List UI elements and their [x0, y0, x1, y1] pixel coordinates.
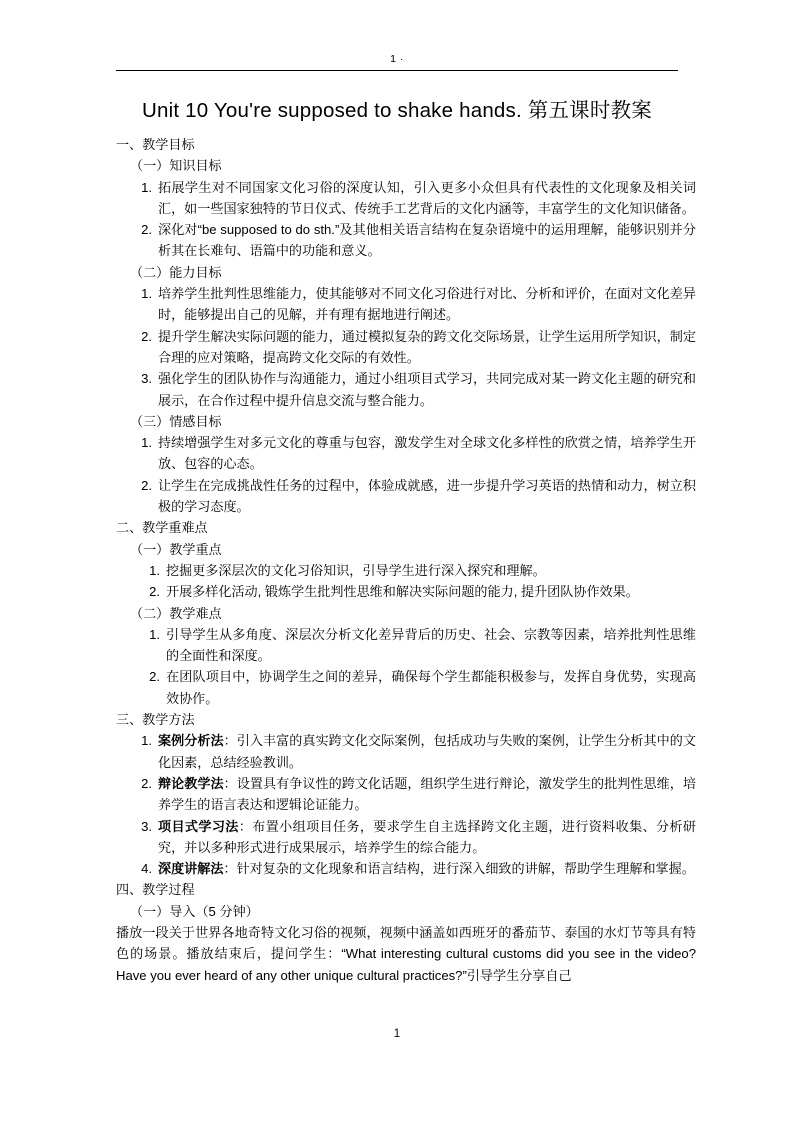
page-header [116, 52, 678, 79]
subsection-heading-1-1: （一）知识目标 [130, 158, 222, 174]
list-item [116, 666, 696, 709]
list-emotional-objectives [116, 432, 696, 517]
section-heading-1: 一、教学目标 [116, 137, 195, 152]
subsection-heading-1-3: （三）情感目标 [130, 413, 222, 429]
section-heading-3: 三、教学方法 [116, 712, 195, 728]
list-marker: 1. [141, 733, 152, 749]
method-separator: ： [223, 861, 237, 877]
list-item-text: 持续增强学生对多元文化的尊重与包容，激发学生对全球文化多样性的欣赏之情，培养学生开放、包容的心态。 [158, 435, 696, 472]
list-marker: 2. [141, 477, 152, 493]
list-marker: 4. [141, 861, 152, 877]
list-marker: 2. [149, 669, 160, 685]
list-item [116, 475, 696, 518]
list-item-text: 培养学生批判性思维能力，使其能够对不同文化习俗进行对比、分析和评价，在面对文化差异时，能够提出自己的见解，并有理有据地进行阐述。 [158, 286, 696, 323]
list-teaching-methods [116, 730, 696, 879]
subsection-heading-4-1: （一）导入（5 分钟） [130, 903, 259, 919]
list-ability-objectives [116, 283, 696, 411]
list-item [116, 219, 696, 262]
method-separator: ： [223, 775, 237, 791]
list-item-text: 深化对“be supposed to do sth.”及其他相关语言结构在复杂语境中的运用理解，能够识别并分析其在长难句、语篇中的功能和意义。 [158, 222, 696, 259]
method-description: 设置具有争议性的跨文化话题，组织学生进行辩论，激发学生的批判性思维，培养学生的语言表达和逻辑论证能力。 [158, 775, 697, 813]
list-marker: 1. [141, 435, 152, 451]
subsection-heading-2-2: （二）教学难点 [130, 605, 222, 621]
list-item [116, 432, 696, 475]
method-term: 辩论教学法 [158, 775, 224, 791]
list-item [116, 326, 696, 369]
method-description: 引入丰富的真实跨文化交际案例，包括成功与失败的案例，让学生分析其中的文化因素，总结经验教训。 [158, 733, 697, 770]
section-heading-4: 四、教学过程 [116, 882, 195, 898]
lead-in-paragraph: 播放一段关于世界各地奇特文化习俗的视频，视频中涵盖如西班牙的番茄节、泰国的水灯节等具有特色的场景。播放结束后，提问学生：“What interesting cultural customs did you see in the video? Have you ever heard of any other unique cultural practices?”引导学生分享自己 [116, 924, 696, 983]
list-marker: 2. [141, 775, 152, 791]
subsection-heading-1-2: （二）能力目标 [130, 264, 222, 280]
list-item [116, 624, 696, 667]
page-title: Unit 10 You're supposed to shake hands. 第五课时教案 [142, 99, 652, 122]
list-difficult-points [116, 624, 696, 709]
list-item [116, 368, 696, 411]
list-marker: 2. [149, 584, 160, 600]
method-term: 项目式学习法 [158, 818, 239, 834]
list-marker: 1. [149, 626, 160, 642]
list-marker: 2. [141, 222, 152, 238]
list-item [116, 283, 696, 326]
list-marker: 3. [141, 371, 152, 387]
list-item [116, 560, 696, 581]
method-term: 深度讲解法 [158, 861, 224, 877]
page-number: 1 [393, 1028, 401, 1040]
list-item-text: 挖掘更多深层次的文化习俗知识，引导学生进行深入探究和理解。 [166, 562, 546, 578]
section-heading-2: 二、教学重难点 [116, 520, 208, 536]
list-item [116, 773, 696, 816]
method-separator: ： [238, 818, 253, 834]
list-marker: 2. [141, 328, 152, 344]
list-item-text: 提升学生解决实际问题的能力，通过模拟复杂的跨文化交际场景，让学生运用所学知识，制定合理的应对策略，提高跨文化交际的有效性。 [158, 328, 696, 365]
list-item-text: 开展多样化活动, 锻炼学生批判性思维和解决实际问题的能力, 提升团队协作效果。 [166, 584, 639, 600]
list-marker: 1. [141, 286, 152, 302]
list-item-text: 在团队项目中，协调学生之间的差异，确保每个学生都能积极参与，发挥自身优势，实现高效协作。 [166, 669, 696, 706]
list-item [116, 177, 696, 220]
page-footer [116, 1026, 678, 1042]
method-term: 案例分析法 [158, 733, 224, 749]
list-marker: 3. [141, 818, 152, 834]
list-knowledge-objectives [116, 177, 696, 262]
method-description: 布置小组项目任务，要求学生自主选择跨文化主题，进行资料收集、分析研究，并以多种形式进行成果展示，培养学生的综合能力。 [158, 818, 697, 855]
list-item [116, 581, 696, 602]
list-item-text: 引导学生从多角度、深层次分析文化差异背后的历史、社会、宗教等因素，培养批判性思维的全面性和深度。 [166, 626, 696, 664]
list-item [116, 816, 696, 859]
list-item [116, 858, 696, 879]
list-item [116, 730, 696, 773]
list-key-points [116, 560, 696, 603]
document-body [116, 134, 696, 986]
list-item-text: 拓展学生对不同国家文化习俗的深度认知，引入更多小众但具有代表性的文化现象及相关词汇，如一些国家独特的节日仪式、传统手工艺背后的文化内涵等，丰富学生的文化知识储备。 [158, 179, 696, 216]
subsection-heading-2-1: （一）教学重点 [130, 541, 222, 557]
list-item-text: 让学生在完成挑战性任务的过程中，体验成就感，进一步提升学习英语的热情和动力，树立积极的学习态度。 [158, 477, 696, 515]
list-marker: 1. [149, 562, 160, 578]
header-divider [116, 70, 678, 71]
running-head-text: 1 · [390, 53, 404, 65]
method-separator: ： [223, 733, 237, 749]
list-item-text: 强化学生的团队协作与沟通能力，通过小组项目式学习，共同完成对某一跨文化主题的研究和展示，在合作过程中提升信息交流与整合能力。 [158, 371, 696, 408]
method-description: 针对复杂的文化现象和语言结构，进行深入细致的讲解，帮助学生理解和掌握。 [236, 861, 695, 877]
list-marker: 1. [141, 179, 152, 195]
